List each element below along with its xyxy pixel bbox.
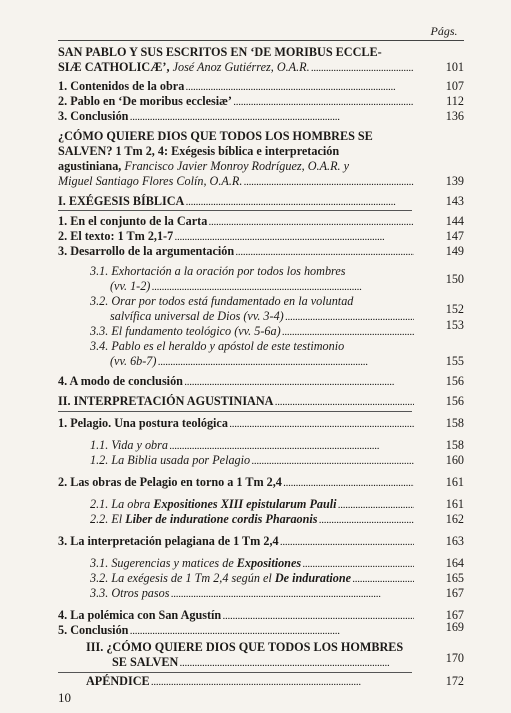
toc-i31 [90, 556, 414, 571]
toc-conclusion-label: 5. Conclusión [58, 623, 129, 637]
toc-sub34-line2 [110, 354, 414, 369]
toc-ex-item-3-label: 3. Desarrollo de la argumentación [58, 244, 235, 258]
toc-exegesis [58, 194, 414, 209]
toc-iii-line1: III. ¿CÓMO QUIERE DIOS QUE TODOS LOS HOMBRES [86, 640, 404, 654]
toc-i32-pre: 3.2. La exégesis de 1 Tm 2,4 según el [90, 571, 272, 585]
toc-exegesis-page: 143 [445, 194, 464, 208]
toc-sub32-page: 152 [445, 302, 464, 316]
separator [58, 672, 412, 673]
s1-item-3 [58, 109, 414, 124]
toc-o21-title: Expositiones XIII epistularum Pauli [153, 497, 337, 511]
s1-item-2 [58, 94, 414, 109]
s2-title-line2: SALVEN? 1 Tm 2, 4: Exégesis bíblica e interpretación [58, 144, 340, 158]
toc-obras-label: 2. Las obras de Pelagio en torno a 1 Tm 2,4 [58, 475, 282, 489]
s1-title-line2 [58, 60, 414, 75]
toc-obras-page: 161 [445, 475, 464, 489]
toc-i32-title: De induratione [274, 571, 352, 585]
toc-i33 [90, 586, 414, 601]
toc-apendice-label: APÉNDICE [86, 674, 150, 688]
toc-sub32-line1: 3.2. Orar por todos está fundamentado en la voluntad [90, 294, 354, 308]
toc-i31-title: Expositiones [236, 556, 302, 570]
page-folio: 10 [58, 690, 71, 705]
s1-title-line1: SAN PABLO Y SUS ESCRITOS EN ‘DE MORIBUS ECCLE- [58, 45, 382, 59]
toc-ex-item-3 [58, 244, 414, 259]
toc-o22-pre: 2.2. El [90, 512, 123, 526]
toc-modo [58, 374, 414, 389]
s1-title-bold: SIÆ CATHOLICÆ’, [58, 60, 170, 74]
toc-polemica [58, 608, 414, 623]
toc-ex-item-1 [58, 214, 414, 229]
toc-ex-item-3-page: 149 [445, 244, 464, 258]
s1-item-1-page: 107 [445, 79, 464, 93]
toc-modo-page: 156 [445, 374, 464, 388]
toc-i33-label: 3.3. Otros pasos [90, 586, 170, 600]
s2-title-line3 [58, 159, 414, 174]
toc-sub32-line2 [110, 309, 414, 324]
toc-p12-label: 1.2. La Biblia usada por Pelagio [90, 453, 251, 467]
toc-sub33-page: 153 [445, 318, 464, 332]
toc-o21-page: 161 [445, 497, 464, 511]
toc-o22 [90, 512, 414, 527]
separator [58, 411, 412, 412]
toc-i31-pre: 3.1. Sugerencias y matices de [90, 556, 234, 570]
toc-pelagio-label: 1. Pelagio. Una postura teológica [58, 416, 228, 430]
toc-sub31-line1: 3.1. Exhortación a la oración por todos los hombres [90, 264, 346, 278]
s1-item-1 [58, 79, 414, 94]
toc-pelagio-page: 158 [445, 416, 464, 430]
toc-ex-item-2-page: 147 [445, 229, 464, 243]
toc-ex-item-2 [58, 229, 414, 244]
toc-p11-label: 1.1. Vida y obra [90, 438, 168, 452]
toc-sub34-line1: 3.4. Pablo es el heraldo y apóstol de este testimonio [90, 339, 345, 353]
toc-interp [58, 394, 414, 409]
toc-i32-page: 165 [445, 571, 464, 585]
s1-item-2-label: 2. Pablo en ‘De moribus ecclesiæ’ [58, 94, 232, 108]
toc-i31-page: 164 [445, 556, 464, 570]
toc-interp-label: II. INTERPRETACIÓN AGUSTINIANA [58, 394, 274, 408]
toc-p12-page: 160 [445, 453, 464, 467]
s1-item-2-page: 112 [446, 94, 464, 108]
toc-interp-page: 156 [445, 394, 464, 408]
toc-p11 [90, 438, 414, 453]
toc-ex-item-1-page: 144 [445, 214, 464, 228]
separator [58, 210, 412, 211]
toc-interp-pel-page: 163 [445, 534, 464, 548]
toc-p12 [90, 453, 414, 468]
top-rule [58, 40, 464, 41]
toc-conclusion [58, 623, 414, 638]
toc-polemica-label: 4. La polémica con San Agustín [58, 608, 222, 622]
s2-page: 139 [445, 174, 464, 188]
toc-ex-item-1-label: 1. En el conjunto de la Carta [58, 214, 208, 228]
toc-iii-line2-text: SE SALVEN [112, 655, 179, 669]
toc-interp-pel-label: 3. La interpretación pelagiana de 1 Tm 2,4 [58, 534, 279, 548]
toc-o21 [90, 497, 414, 512]
toc-ex-item-2-label: 2. El texto: 1 Tm 2,1-7 [58, 229, 174, 243]
s2-author1: Francisco Javier Monroy Rodríguez, O.A.R. y [124, 159, 350, 173]
toc-i33-page: 167 [445, 586, 464, 600]
toc-apendice [86, 674, 414, 689]
s2-title-bold: agustiniana, [58, 159, 122, 173]
s2-title-line1: ¿CÓMO QUIERE DIOS QUE TODOS LOS HOMBRES SE [58, 129, 373, 143]
s2-author2-text: Miguel Santiago Flores Colín, O.A.R. [58, 174, 243, 188]
toc-sub31-line2 [110, 279, 414, 294]
toc-i32 [90, 571, 414, 586]
s1-page: 101 [445, 60, 464, 74]
toc-iii-page: 170 [445, 651, 464, 665]
toc-conclusion-page: 169 [445, 620, 464, 634]
toc-sub33-text: 3.3. El fundamento teológico (vv. 5-6a) [90, 324, 281, 338]
toc-obras [58, 475, 414, 490]
toc-exegesis-label: I. EXÉGESIS BÍBLICA [58, 194, 185, 208]
s1-item-3-label: 3. Conclusión [58, 109, 129, 123]
s2-author2 [58, 174, 414, 189]
toc-iii-line2 [112, 655, 414, 670]
toc-pelagio [58, 416, 414, 431]
toc-o22-title: Liber de induratione cordis Pharaonis [125, 512, 318, 526]
s1-item-3-page: 136 [445, 109, 464, 123]
toc-apendice-page: 172 [445, 674, 464, 688]
toc-sub34-page: 155 [445, 354, 464, 368]
toc-sub31-page: 150 [445, 272, 464, 286]
pags-header: Págs. [430, 24, 458, 38]
toc-sub34-line2-text: (vv. 6b-7) [110, 354, 157, 368]
toc-sub31-line2-text: (vv. 1-2) [110, 279, 151, 293]
toc-polemica-page: 167 [445, 608, 464, 622]
toc-o21-pre: 2.1. La obra [90, 497, 151, 511]
toc-sub32-line2-text: salvífica universal de Dios (vv. 3-4) [110, 309, 284, 323]
toc-interp-pel [58, 534, 414, 549]
toc-sub33 [90, 324, 414, 339]
s1-item-1-label: 1. Contenidos de la obra [58, 79, 185, 93]
toc-modo-label: 4. A modo de conclusión [58, 374, 183, 388]
toc-o22-page: 162 [445, 512, 464, 526]
s1-author: José Anoz Gutiérrez, O.A.R. [172, 60, 310, 74]
toc-p11-page: 158 [445, 438, 464, 452]
